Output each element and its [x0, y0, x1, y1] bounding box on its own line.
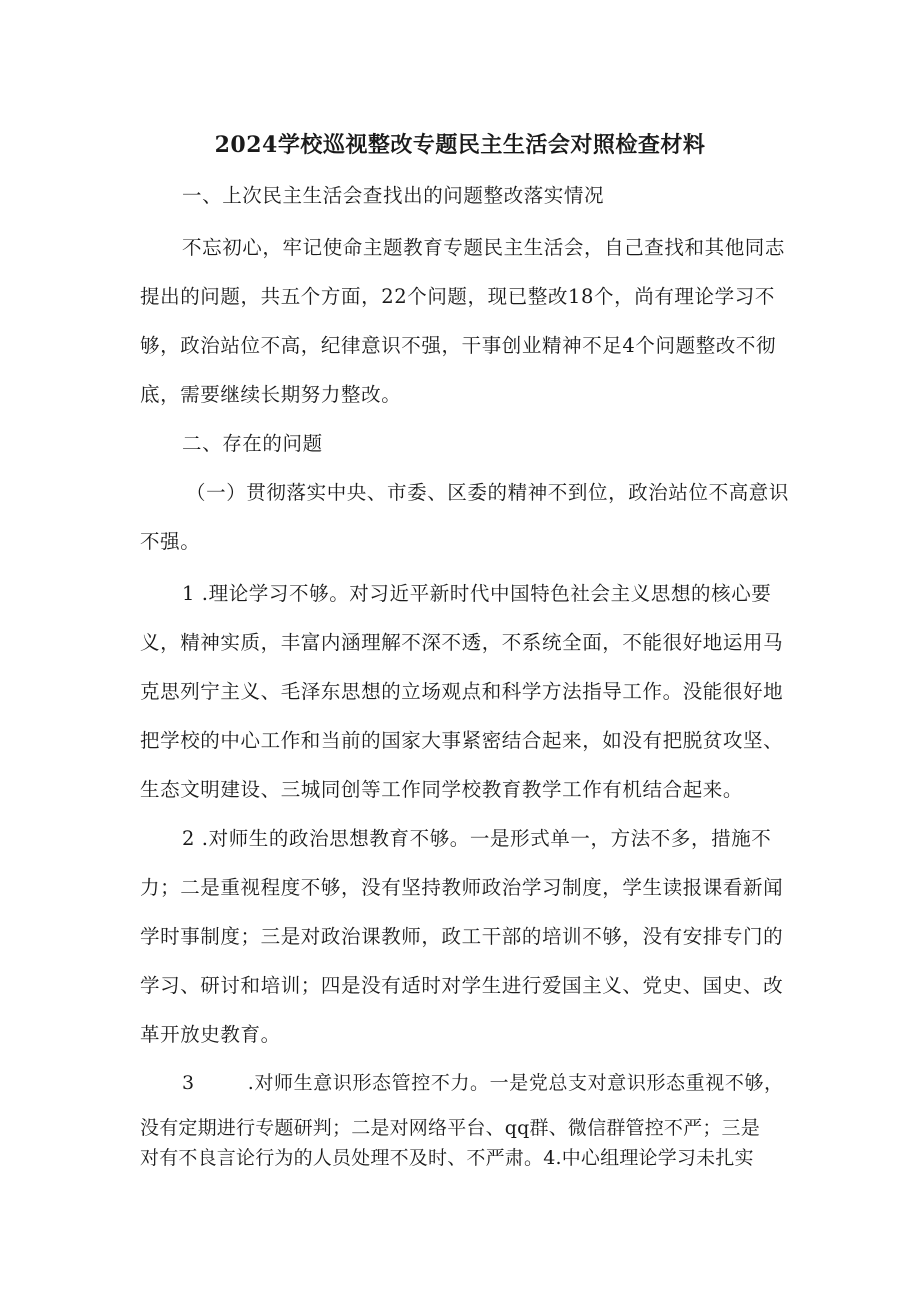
section-heading-2: 二、存在的问题 [182, 432, 323, 455]
paragraph-line: 不忘初心，牢记使命主题教育专题民主生活会，自己查找和其他同志 [182, 236, 786, 259]
paragraph-line: 没有定期进行专题研判；二是对网络平台、qq群、微信群管控不严；三是 [140, 1117, 760, 1139]
paragraph-line: 力；二是重视程度不够，没有坚持教师政治学习制度，学生读报课看新闻 [140, 876, 784, 899]
paragraph-line: 对有不良言论行为的人员处理不及时、不严肃。4.中心组理论学习未扎实 [140, 1147, 754, 1169]
paragraph-line: 学时事制度；三是对政治课教师，政工干部的培训不够，没有安排专门的 [140, 925, 784, 948]
section-heading-1: 一、上次民主生活会查找出的问题整改落实情况 [182, 184, 605, 207]
paragraph-line: 生态文明建设、三城同创等工作同学校教育教学工作有机结合起来。 [140, 778, 744, 801]
paragraph-line: 革开放史教育。 [140, 1023, 281, 1046]
paragraph-line: 3 .对师生意识形态管控不力。一是党总支对意识形态重视不够， [182, 1072, 784, 1094]
paragraph-line: 2 .对师生的政治思想教育不够。一是形式单一，方法不多，措施不 [182, 827, 772, 850]
paragraph-line: 把学校的中心工作和当前的国家大事紧密结合起来，如没有把脱贫攻坚、 [140, 729, 784, 752]
paragraph-line: 义，精神实质，丰富内涵理解不深不透，不系统全面，不能很好地运用马 [140, 631, 784, 654]
paragraph-line: 提出的问题，共五个方面，22个问题，现已整改18个，尚有理论学习不 [140, 285, 775, 308]
subsection-heading: （一）贯彻落实中央、市委、区委的精神不到位，政治站位不高意识 [186, 481, 790, 504]
paragraph-line: 够，政治站位不高，纪律意识不强，干事创业精神不足4个问题整改不彻 [140, 334, 777, 357]
paragraph-line: 底，需要继续长期努力整改。 [140, 383, 402, 406]
paragraph-line: 克思列宁主义、毛泽东思想的立场观点和科学方法指导工作。没能很好地 [140, 680, 784, 703]
document-title: 2024学校巡视整改专题民主生活会对照检查材料 [214, 132, 706, 158]
paragraph-line: 1 .理论学习不够。对习近平新时代中国特色社会主义思想的核心要 [182, 582, 772, 605]
subsection-heading-continued: 不强。 [140, 530, 201, 553]
paragraph-line: 学习、研讨和培训；四是没有适时对学生进行爱国主义、党史、国史、改 [140, 974, 784, 997]
